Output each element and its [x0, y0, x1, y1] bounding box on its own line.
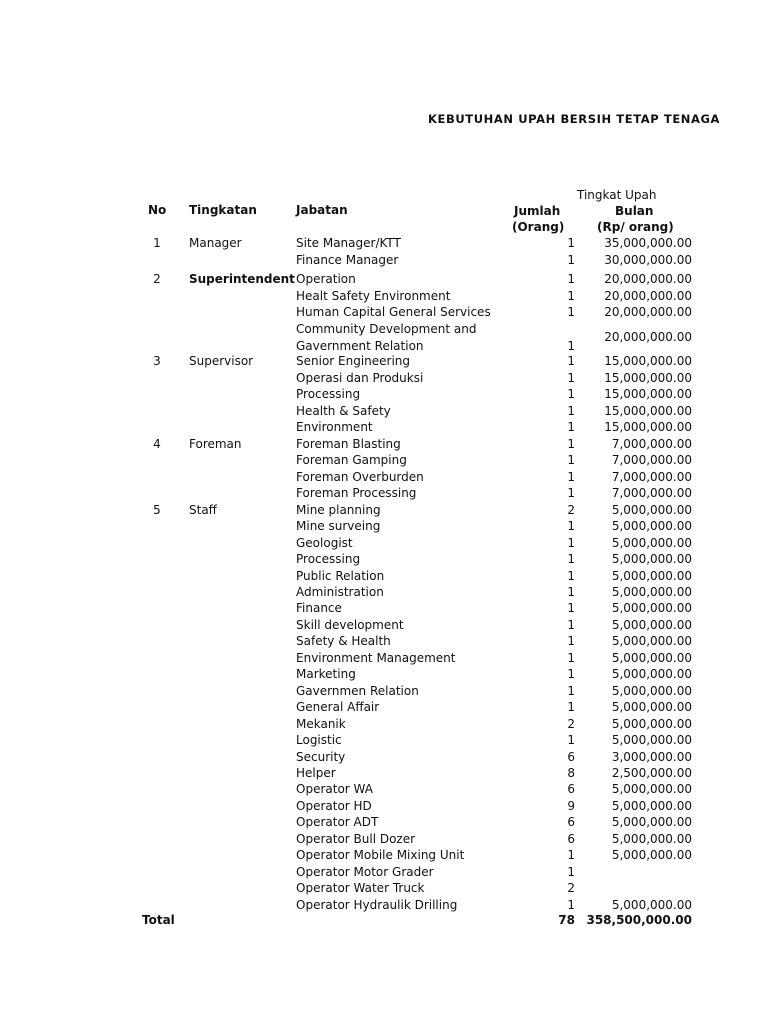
wage-cell: 5,000,000.00	[611, 569, 692, 583]
qty-cell: 1	[567, 848, 575, 862]
qty-cell: 9	[567, 799, 575, 813]
wage-cell: 5,000,000.00	[611, 684, 692, 698]
wage-cell: 5,000,000.00	[611, 634, 692, 648]
wage-cell: 35,000,000.00	[604, 236, 692, 250]
position-cell: Administration	[296, 585, 384, 599]
qty-cell: 1	[567, 272, 575, 286]
qty-cell: 1	[567, 552, 575, 566]
qty-cell: 1	[567, 305, 575, 319]
wage-cell: 15,000,000.00	[604, 404, 692, 418]
group-number: 2	[153, 272, 161, 286]
qty-cell: 1	[567, 387, 575, 401]
position-cell: General Affair	[296, 700, 380, 714]
wage-cell: 15,000,000.00	[604, 420, 692, 434]
qty-cell: 1	[567, 453, 575, 467]
position-cell: Foreman Overburden	[296, 470, 424, 484]
position-cell: Operator Motor Grader	[296, 865, 434, 879]
wage-cell: 5,000,000.00	[611, 832, 692, 846]
wage-cell: 5,000,000.00	[611, 782, 692, 796]
wage-cell: 5,000,000.00	[611, 651, 692, 665]
header-wage-line3: (Rp/ orang)	[597, 220, 674, 234]
position-cell: Operator Hydraulik Drilling	[296, 898, 458, 912]
wage-cell: 15,000,000.00	[604, 354, 692, 368]
header-position: Jabatan	[296, 203, 348, 217]
wage-cell: 15,000,000.00	[604, 371, 692, 385]
wage-cell: 5,000,000.00	[611, 733, 692, 747]
qty-cell: 1	[567, 253, 575, 267]
wage-cell: 30,000,000.00	[604, 253, 692, 267]
group-number: 1	[153, 236, 161, 250]
qty-cell: 2	[567, 881, 575, 895]
header-no: No	[148, 203, 167, 217]
wage-cell: 2,500,000.00	[611, 766, 692, 780]
position-cell: Mine surveing	[296, 519, 381, 533]
qty-cell: 1	[567, 651, 575, 665]
group-number: 4	[153, 437, 161, 451]
wage-cell: 5,000,000.00	[611, 898, 692, 912]
position-cell: Operasi dan Produksi	[296, 371, 424, 385]
wage-cell: 5,000,000.00	[611, 503, 692, 517]
wage-cell: 5,000,000.00	[611, 815, 692, 829]
position-cell: Environment	[296, 420, 373, 434]
page-title: KEBUTUHAN UPAH BERSIH TETAP TENAGA	[428, 112, 721, 126]
position-cell: Health & Safety	[296, 404, 391, 418]
wage-cell: 7,000,000.00	[611, 486, 692, 500]
qty-cell: 1	[567, 601, 575, 615]
qty-cell: 1	[567, 865, 575, 879]
position-cell: Environment Management	[296, 651, 456, 665]
total-qty: 78	[558, 913, 575, 927]
qty-cell: 1	[567, 339, 575, 353]
wage-cell: 20,000,000.00	[604, 305, 692, 319]
qty-cell: 1	[567, 585, 575, 599]
position-cell: Helper	[296, 766, 336, 780]
wage-cell: 5,000,000.00	[611, 667, 692, 681]
header-wage-line2: Bulan	[615, 204, 654, 218]
qty-cell: 1	[567, 420, 575, 434]
wage-cell: 3,000,000.00	[611, 750, 692, 764]
qty-cell: 1	[567, 618, 575, 632]
wage-cell: 7,000,000.00	[611, 453, 692, 467]
position-cell: Security	[296, 750, 346, 764]
qty-cell: 1	[567, 470, 575, 484]
wage-cell: 5,000,000.00	[611, 618, 692, 632]
qty-cell: 8	[567, 766, 575, 780]
wage-cell: 5,000,000.00	[611, 552, 692, 566]
qty-cell: 6	[567, 832, 575, 846]
position-cell: Safety & Health	[296, 634, 391, 648]
qty-cell: 1	[567, 437, 575, 451]
position-cell: Community Development and	[296, 322, 477, 336]
position-cell: Geologist	[296, 536, 353, 550]
qty-cell: 1	[567, 634, 575, 648]
position-cell: Operator Bull Dozer	[296, 832, 416, 846]
total-wage: 358,500,000.00	[586, 913, 692, 927]
wage-cell: 5,000,000.00	[611, 848, 692, 862]
qty-cell: 6	[567, 750, 575, 764]
position-cell: Finance	[296, 601, 342, 615]
qty-cell: 1	[567, 898, 575, 912]
wage-cell: 20,000,000.00	[604, 272, 692, 286]
position-cell: Operator HD	[296, 799, 372, 813]
qty-cell: 1	[567, 404, 575, 418]
position-cell: Processing	[296, 387, 361, 401]
position-cell: Finance Manager	[296, 253, 399, 267]
position-cell: Mekanik	[296, 717, 346, 731]
position-cell: Operator WA	[296, 782, 373, 796]
qty-cell: 1	[567, 684, 575, 698]
qty-cell: 2	[567, 717, 575, 731]
wage-cell: 15,000,000.00	[604, 387, 692, 401]
group-level: Supervisor	[189, 354, 254, 368]
header-level: Tingkatan	[189, 203, 257, 217]
header-wage-line1: Tingkat Upah	[577, 188, 657, 202]
qty-cell: 1	[567, 354, 575, 368]
qty-cell: 6	[567, 782, 575, 796]
position-cell: Gavernmen Relation	[296, 684, 419, 698]
position-cell: Mine planning	[296, 503, 381, 517]
wage-cell: 5,000,000.00	[611, 519, 692, 533]
position-cell: Human Capital General Services	[296, 305, 491, 319]
position-cell: Operator Water Truck	[296, 881, 425, 895]
group-level: Foreman	[189, 437, 242, 451]
group-level: Staff	[189, 503, 217, 517]
qty-cell: 1	[567, 536, 575, 550]
wage-cell: 5,000,000.00	[611, 601, 692, 615]
position-cell: Marketing	[296, 667, 356, 681]
position-cell: Logistic	[296, 733, 342, 747]
wage-cell: 7,000,000.00	[611, 437, 692, 451]
wage-cell: 5,000,000.00	[611, 536, 692, 550]
wage-cell: 5,000,000.00	[611, 717, 692, 731]
position-cell: Healt Safety Environment	[296, 289, 451, 303]
wage-cell: 5,000,000.00	[611, 700, 692, 714]
wage-cell: 20,000,000.00	[604, 330, 692, 344]
wage-cell: 5,000,000.00	[611, 799, 692, 813]
group-level: Manager	[189, 236, 242, 250]
position-cell: Foreman Blasting	[296, 437, 401, 451]
qty-cell: 1	[567, 289, 575, 303]
qty-cell: 1	[567, 569, 575, 583]
qty-cell: 6	[567, 815, 575, 829]
position-cell: Senior Engineering	[296, 354, 411, 368]
position-cell: Operator ADT	[296, 815, 379, 829]
group-number: 3	[153, 354, 161, 368]
qty-cell: 1	[567, 667, 575, 681]
position-cell: Operation	[296, 272, 356, 286]
header-qty-line1: Jumlah	[514, 204, 561, 218]
qty-cell: 1	[567, 486, 575, 500]
total-label: Total	[142, 913, 175, 927]
qty-cell: 1	[567, 519, 575, 533]
header-qty-line2: (Orang)	[512, 220, 565, 234]
qty-cell: 2	[567, 503, 575, 517]
wage-cell: 7,000,000.00	[611, 470, 692, 484]
wage-cell: 20,000,000.00	[604, 289, 692, 303]
group-number: 5	[153, 503, 161, 517]
position-cell: Public Relation	[296, 569, 385, 583]
position-cell: Processing	[296, 552, 361, 566]
qty-cell: 1	[567, 236, 575, 250]
group-level: Superintendent	[189, 272, 295, 286]
qty-cell: 1	[567, 700, 575, 714]
position-cell: Operator Mobile Mixing Unit	[296, 848, 465, 862]
position-cell-line2: Gavernment Relation	[296, 339, 424, 353]
qty-cell: 1	[567, 733, 575, 747]
wage-cell: 5,000,000.00	[611, 585, 692, 599]
qty-cell: 1	[567, 371, 575, 385]
position-cell: Foreman Processing	[296, 486, 417, 500]
position-cell: Foreman Gamping	[296, 453, 407, 467]
position-cell: Skill development	[296, 618, 404, 632]
position-cell: Site Manager/KTT	[296, 236, 401, 250]
